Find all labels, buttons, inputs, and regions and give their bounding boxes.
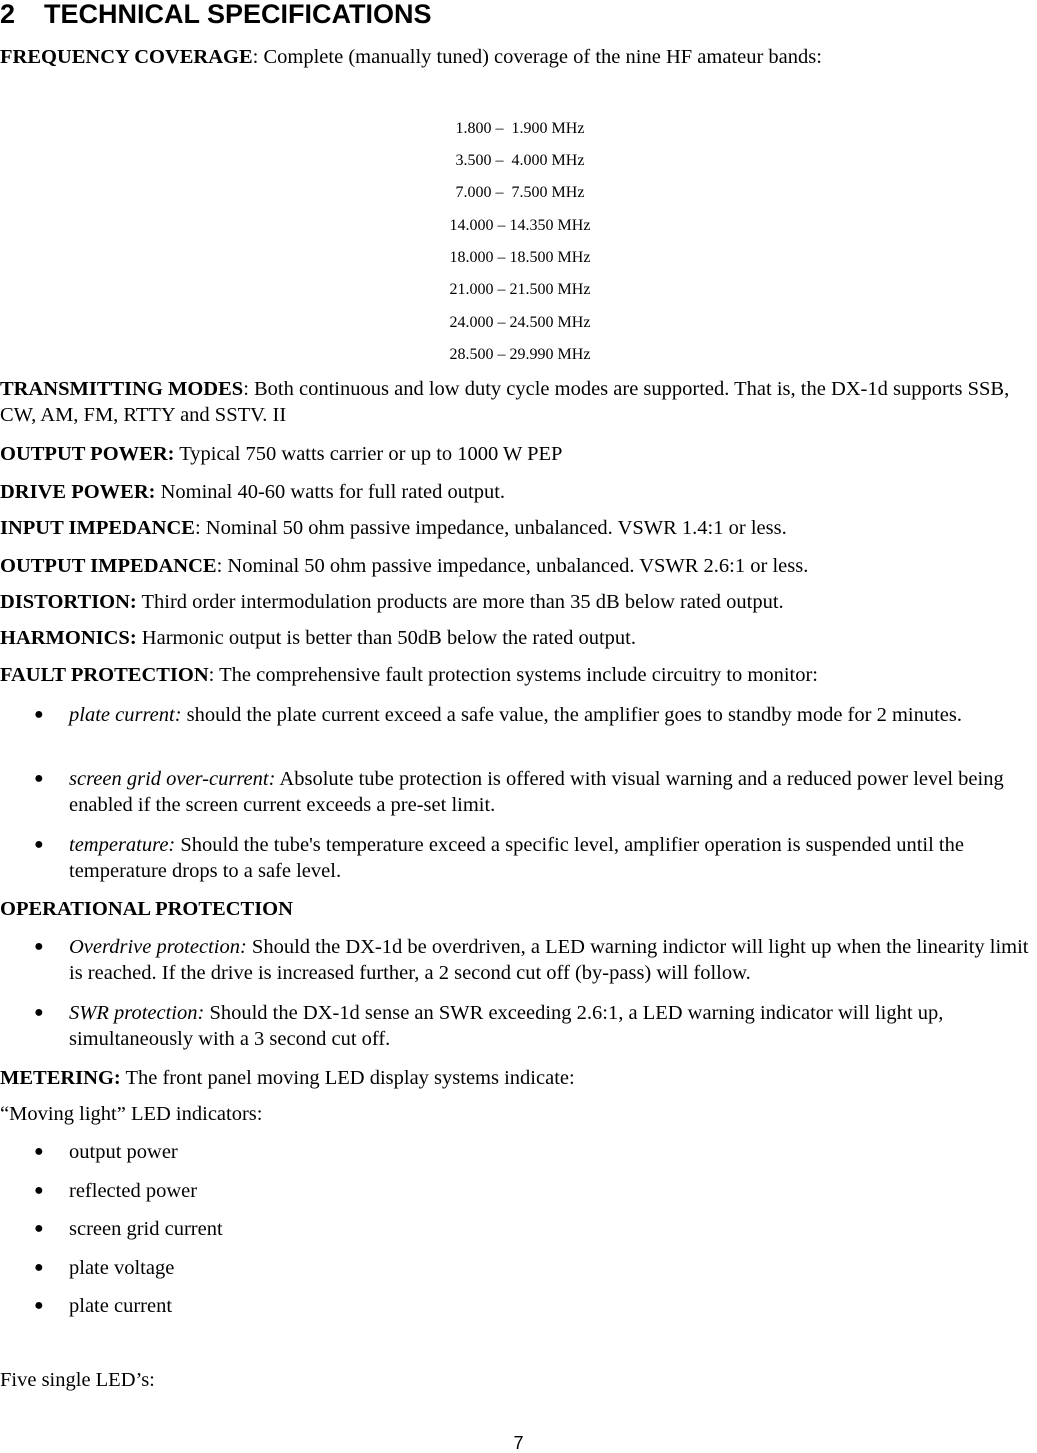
output-power-paragraph: [0, 441, 562, 467]
drive-power-paragraph: [0, 479, 505, 505]
operational-item-term: SWR protection:: [69, 1002, 205, 1024]
bullet-icon: ●: [34, 1182, 44, 1199]
page-number: 7: [513, 1433, 524, 1453]
bullet-icon: ●: [34, 836, 44, 853]
fault-item-temperature: [69, 832, 1037, 884]
operational-protection-label: OPERATIONAL PROTECTION: [0, 898, 293, 920]
harmonics-paragraph: [0, 625, 636, 651]
output-impedance-text: : Nominal 50 ohm passive impedance, unbalanced. VSWR 2.6:1 or less.: [216, 555, 809, 577]
operational-item-text: Should the DX-1d sense an SWR exceeding 2.6:1, a LED warning indicator will light up, simultaneously with a 3 second cut off.: [69, 1002, 944, 1050]
fault-item-text: Absolute tube protection is offered with visual warning and a reduced power level being enabled if the screen current exceeds a pre-set limit.: [69, 768, 1004, 816]
fault-item-screen-grid: [69, 766, 1037, 818]
input-impedance-label: INPUT IMPEDANCE: [0, 517, 195, 539]
metering-text: The front panel moving LED display systems indicate:: [120, 1067, 575, 1089]
output-power-label: OUTPUT POWER:: [0, 443, 175, 465]
input-impedance-paragraph: [0, 515, 787, 541]
output-impedance-paragraph: [0, 553, 808, 579]
band-range: 18.000 – 18.500 MHz: [449, 249, 591, 266]
single-leds-intro: Five single LED’s:: [0, 1369, 155, 1391]
fault-protection-paragraph: [0, 662, 818, 688]
transmitting-modes-label: TRANSMITTING MODES: [0, 378, 244, 400]
band-range: 21.000 – 21.500 MHz: [449, 281, 591, 298]
bullet-icon: ●: [34, 706, 44, 723]
input-impedance-text: : Nominal 50 ohm passive impedance, unbalanced. VSWR 1.4:1 or less.: [194, 517, 787, 539]
output-impedance-label: OUTPUT IMPEDANCE: [0, 555, 217, 577]
indicator-item: plate current: [69, 1295, 173, 1317]
operational-item-term: Overdrive protection:: [69, 936, 247, 958]
transmitting-modes-paragraph: [0, 376, 1035, 428]
bullet-icon: ●: [34, 1297, 44, 1314]
operational-item-swr: [69, 1000, 1037, 1052]
indicator-item: output power: [69, 1141, 178, 1163]
section-title: TECHNICAL SPECIFICATIONS: [44, 0, 432, 29]
distortion-label: DISTORTION:: [0, 591, 137, 613]
fault-protection-label: FAULT PROTECTION: [0, 664, 209, 686]
transmitting-modes-text: : Both continuous and low duty cycle modes are supported. That is, the DX-1d supports SSB, CW, AM, FM, RTTY and SSTV. II: [0, 378, 1010, 426]
distortion-paragraph: [0, 589, 784, 615]
band-range: 24.000 – 24.500 MHz: [449, 314, 591, 331]
band-range: 3.500 – 4.000 MHz: [455, 152, 585, 169]
harmonics-text: Harmonic output is better than 50dB below the rated output.: [136, 627, 636, 649]
bullet-icon: ●: [34, 1004, 44, 1021]
fault-item-term: screen grid over-current:: [69, 768, 276, 790]
metering-paragraph: [0, 1065, 575, 1091]
section-number: 2: [0, 0, 16, 29]
drive-power-text: Nominal 40-60 watts for full rated output.: [155, 481, 506, 503]
operational-item-text: Should the DX-1d be overdriven, a LED warning indictor will light up when the linearity limit is reached. If the drive is increased further, a 2 second cut off (by-pass) will follow.: [69, 936, 1029, 984]
fault-item-text: Should the tube's temperature exceed a specific level, amplifier operation is suspended until the temperature drops to a safe level.: [69, 834, 964, 882]
operational-item-overdrive: [69, 934, 1037, 986]
bullet-icon: ●: [34, 1143, 44, 1160]
distortion-text: Third order intermodulation products are more than 35 dB below rated output.: [136, 591, 784, 613]
indicator-item: screen grid current: [69, 1218, 223, 1240]
operational-protection-paragraph: [0, 896, 293, 922]
fault-item-term: temperature:: [69, 834, 176, 856]
bullet-icon: ●: [34, 1220, 44, 1237]
frequency-coverage-text: : Complete (manually tuned) coverage of the nine HF amateur bands:: [252, 46, 822, 68]
bullet-icon: ●: [34, 938, 44, 955]
fault-item-term: plate current:: [69, 704, 182, 726]
band-range: 7.000 – 7.500 MHz: [455, 184, 585, 201]
frequency-coverage-paragraph: [0, 44, 822, 70]
indicator-item: plate voltage: [69, 1257, 175, 1279]
harmonics-label: HARMONICS:: [0, 627, 137, 649]
bullet-icon: ●: [34, 1259, 44, 1276]
indicator-item: reflected power: [69, 1180, 198, 1202]
fault-item-plate-current: [69, 702, 1037, 728]
fault-protection-text: : The comprehensive fault protection systems include circuitry to monitor:: [208, 664, 819, 686]
band-range: 1.800 – 1.900 MHz: [455, 120, 585, 137]
output-power-text: Typical 750 watts carrier or up to 1000 W PEP: [174, 443, 563, 465]
moving-light-intro: “Moving light” LED indicators:: [0, 1103, 263, 1125]
band-range: 28.500 – 29.990 MHz: [449, 346, 591, 363]
bullet-icon: ●: [34, 770, 44, 787]
section-heading: [0, 0, 432, 29]
band-range: 14.000 – 14.350 MHz: [449, 217, 591, 234]
metering-label: METERING:: [0, 1067, 121, 1089]
drive-power-label: DRIVE POWER:: [0, 481, 156, 503]
fault-item-text: should the plate current exceed a safe value, the amplifier goes to standby mode for 2 minutes.: [181, 704, 962, 726]
frequency-coverage-label: FREQUENCY COVERAGE: [0, 46, 253, 68]
